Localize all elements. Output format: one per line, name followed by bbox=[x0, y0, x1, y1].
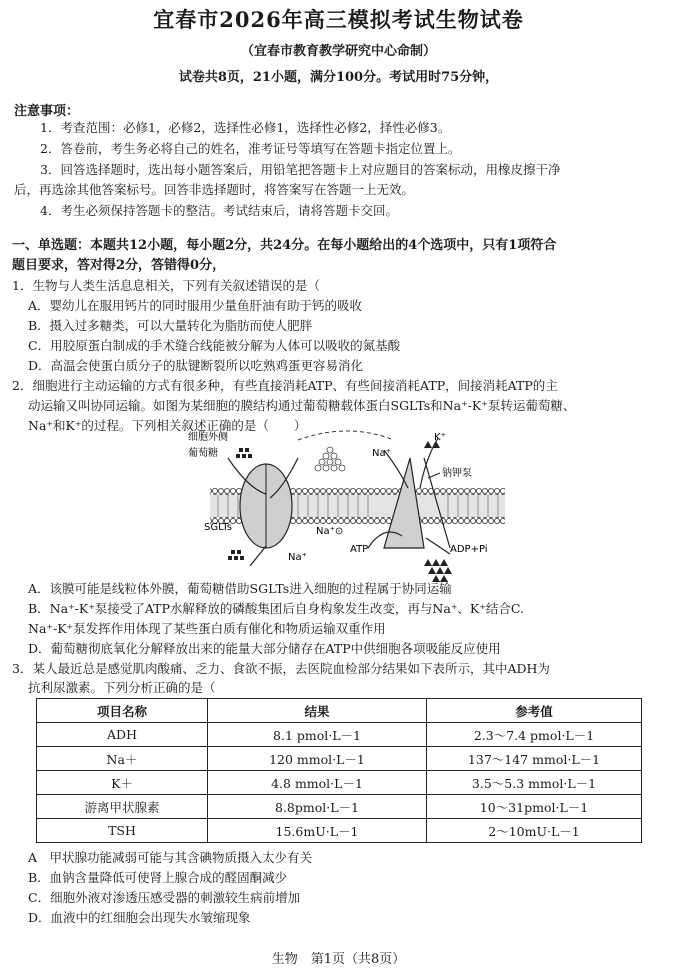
q3-option-b: B．血钠含量降低可使肾上腺合成的醛固酮减少 bbox=[28, 870, 288, 885]
sglt-exit-arrow bbox=[250, 546, 266, 566]
q2-stem-cont: Na⁺和K⁺的过程。下列相关叙述正确的是（ ） bbox=[28, 418, 307, 433]
header-result: 结果 bbox=[208, 699, 427, 723]
cell-result: 8.8pmol·L－1 bbox=[208, 795, 427, 819]
q1-option-d: D．高温会使蛋白质分子的肽键断裂所以吃熟鸡蛋更容易消化 bbox=[28, 358, 364, 373]
label-adp: ADP+Pi bbox=[450, 544, 488, 555]
cell-item: TSH bbox=[37, 819, 208, 843]
q2-option-c: Na⁺-K⁺泵发挥作用体现了某些蛋白质有催化和物质运输双重作用 bbox=[28, 621, 386, 636]
table-row bbox=[37, 747, 642, 771]
table-row bbox=[37, 795, 642, 819]
cell-reference: 10～31pmol·L－1 bbox=[427, 795, 642, 819]
table-row bbox=[37, 723, 642, 747]
notice-heading: 注意事项： bbox=[14, 104, 80, 119]
label-pump: 钠钾泵 bbox=[442, 468, 472, 479]
cell-reference: 2～10mU·L－1 bbox=[427, 819, 642, 843]
exam-subtitle: （宜春市教育教学研究中心命制） bbox=[240, 44, 436, 59]
notice-item: 后，再选涂其他答案标号。回答非选择题时，将答案写在答题一上无效。 bbox=[14, 182, 415, 197]
blood-test-table bbox=[36, 698, 642, 843]
exam-info: 试卷共8页，21小题，满分100分。考试用时75分钟， bbox=[178, 70, 499, 85]
label-sglts: SGLTs bbox=[204, 522, 232, 533]
section-heading-cont: 题目要求，答对得2分，答错得0分， bbox=[12, 258, 226, 273]
cell-item: K＋ bbox=[37, 771, 208, 795]
table-header-row bbox=[37, 699, 642, 723]
q1-option-b: B．摄入过多糖类，可以大量转化为脂肪而使人肥胖 bbox=[28, 318, 313, 333]
adp-arrow bbox=[426, 538, 450, 554]
cell-reference: 137～147 mmol·L－1 bbox=[427, 747, 642, 771]
sodium-pile-outside bbox=[315, 447, 345, 471]
cell-item: Na＋ bbox=[37, 747, 208, 771]
q3-option-d: D．血液中的红细胞会出现失水皱缩现象 bbox=[28, 910, 251, 925]
q3-option-c: C．细胞外液对渗透压感受器的刺激较生病前增加 bbox=[28, 890, 301, 905]
q1-option-a: A．婴幼儿在服用钙片的同时服用少量鱼肝油有助于钙的吸收 bbox=[28, 298, 363, 313]
glucose-cluster-inside bbox=[228, 550, 244, 560]
header-item: 项目名称 bbox=[37, 699, 208, 723]
notice-item: 3．回答选择题时，选出每小题答案后，用铅笔把答题卡上对应题目的答案标动，用橡皮擦干净 bbox=[40, 162, 561, 177]
section-heading: 一、单选题：本题共12小题，每小题2分，共24分。在每小题给出的4个选项中，只有1项符合 bbox=[12, 238, 557, 253]
boundary-dash bbox=[298, 431, 394, 440]
label-na-bottom: Na⁺ bbox=[288, 552, 307, 563]
q2-stem-cont: 动运输又叫协同运输。如图为某细胞的膜结构通过葡萄糖载体蛋白SGLTs和Na⁺-K⁺泵转运葡萄糖、 bbox=[28, 398, 576, 413]
cell-result: 120 mmol·L－1 bbox=[208, 747, 427, 771]
label-outside: 细胞外侧 bbox=[188, 432, 228, 443]
q2-option-b: B．Na⁺-K⁺泵接受了ATP水解释放的磷酸集团后自身构象发生改变，再与Na⁺、K⁺结合C. bbox=[28, 601, 524, 616]
pump-label-line bbox=[428, 473, 440, 478]
label-k-top: K⁺ bbox=[434, 432, 446, 443]
label-na-mid: Na⁺⊙ bbox=[316, 526, 344, 537]
page-footer: 生物 第1页（共8页） bbox=[271, 952, 406, 967]
q2-stem: 2．细胞进行主动运输的方式有很多种，有些直接消耗ATP、有些间接消耗ATP，间接消耗ATP的主 bbox=[12, 378, 558, 393]
cell-item: 游离甲状腺素 bbox=[37, 795, 208, 819]
cell-item: ADH bbox=[37, 723, 208, 747]
q3-option-a: A 甲状腺功能减弱可能与其含碘物质摄入太少有关 bbox=[28, 850, 313, 865]
label-na-top: Na⁺ bbox=[372, 448, 391, 459]
cell-result: 8.1 pmol·L－1 bbox=[208, 723, 427, 747]
notice-item: 1．考查范围：必修1，必修2，选择性必修1，选择性必修2，择性必修3。 bbox=[40, 120, 451, 135]
q1-option-c: C．用胶原蛋白制成的手术缝合线能被分解为人体可以吸收的氮基酸 bbox=[28, 338, 401, 353]
q2-option-a: A．该膜可能是线粒体外膜，葡萄糖借助SGLTs进入细胞的过程属于协同运输 bbox=[28, 581, 452, 596]
cell-result: 4.8 mmol·L－1 bbox=[208, 771, 427, 795]
cell-reference: 2.3～7.4 pmol·L－1 bbox=[427, 723, 642, 747]
notice-item: 2．答卷前，考生务必将自己的姓名，准考证号等填写在答题卡指定位置上。 bbox=[40, 141, 461, 156]
label-glucose: 葡萄糖 bbox=[188, 448, 218, 459]
membrane-transport-figure bbox=[188, 428, 508, 588]
table-row bbox=[37, 771, 642, 795]
glucose-cluster-outside bbox=[236, 448, 252, 458]
header-reference: 参考值 bbox=[427, 699, 642, 723]
exam-title: 宜春市2026年高三模拟考试生物试卷 bbox=[153, 7, 524, 32]
notice-item: 4．考生必须保持答题卡的整洁。考试结束后，请将答题卡交回。 bbox=[40, 203, 398, 218]
cell-reference: 3.5～5.3 mmol·L－1 bbox=[427, 771, 642, 795]
q3-stem: 3．某人最近总是感觉肌肉酸痛、乏力、食欲不振，去医院血检部分结果如下表所示，其中ADH为 bbox=[12, 661, 550, 676]
q3-stem-cont: 抗利尿激素。下列分析正确的是（ bbox=[28, 680, 216, 695]
q1-stem: 1．生物与人类生活息息相关，下列有关叙述错误的是（ bbox=[12, 278, 320, 293]
table-row bbox=[37, 819, 642, 843]
q2-option-d: D．葡萄糖彻底氧化分解释放出来的能量大部分储存在ATP中供细胞各项吸能反应使用 bbox=[28, 641, 501, 656]
label-atp: ATP bbox=[350, 544, 369, 555]
cell-result: 15.6mU·L－1 bbox=[208, 819, 427, 843]
